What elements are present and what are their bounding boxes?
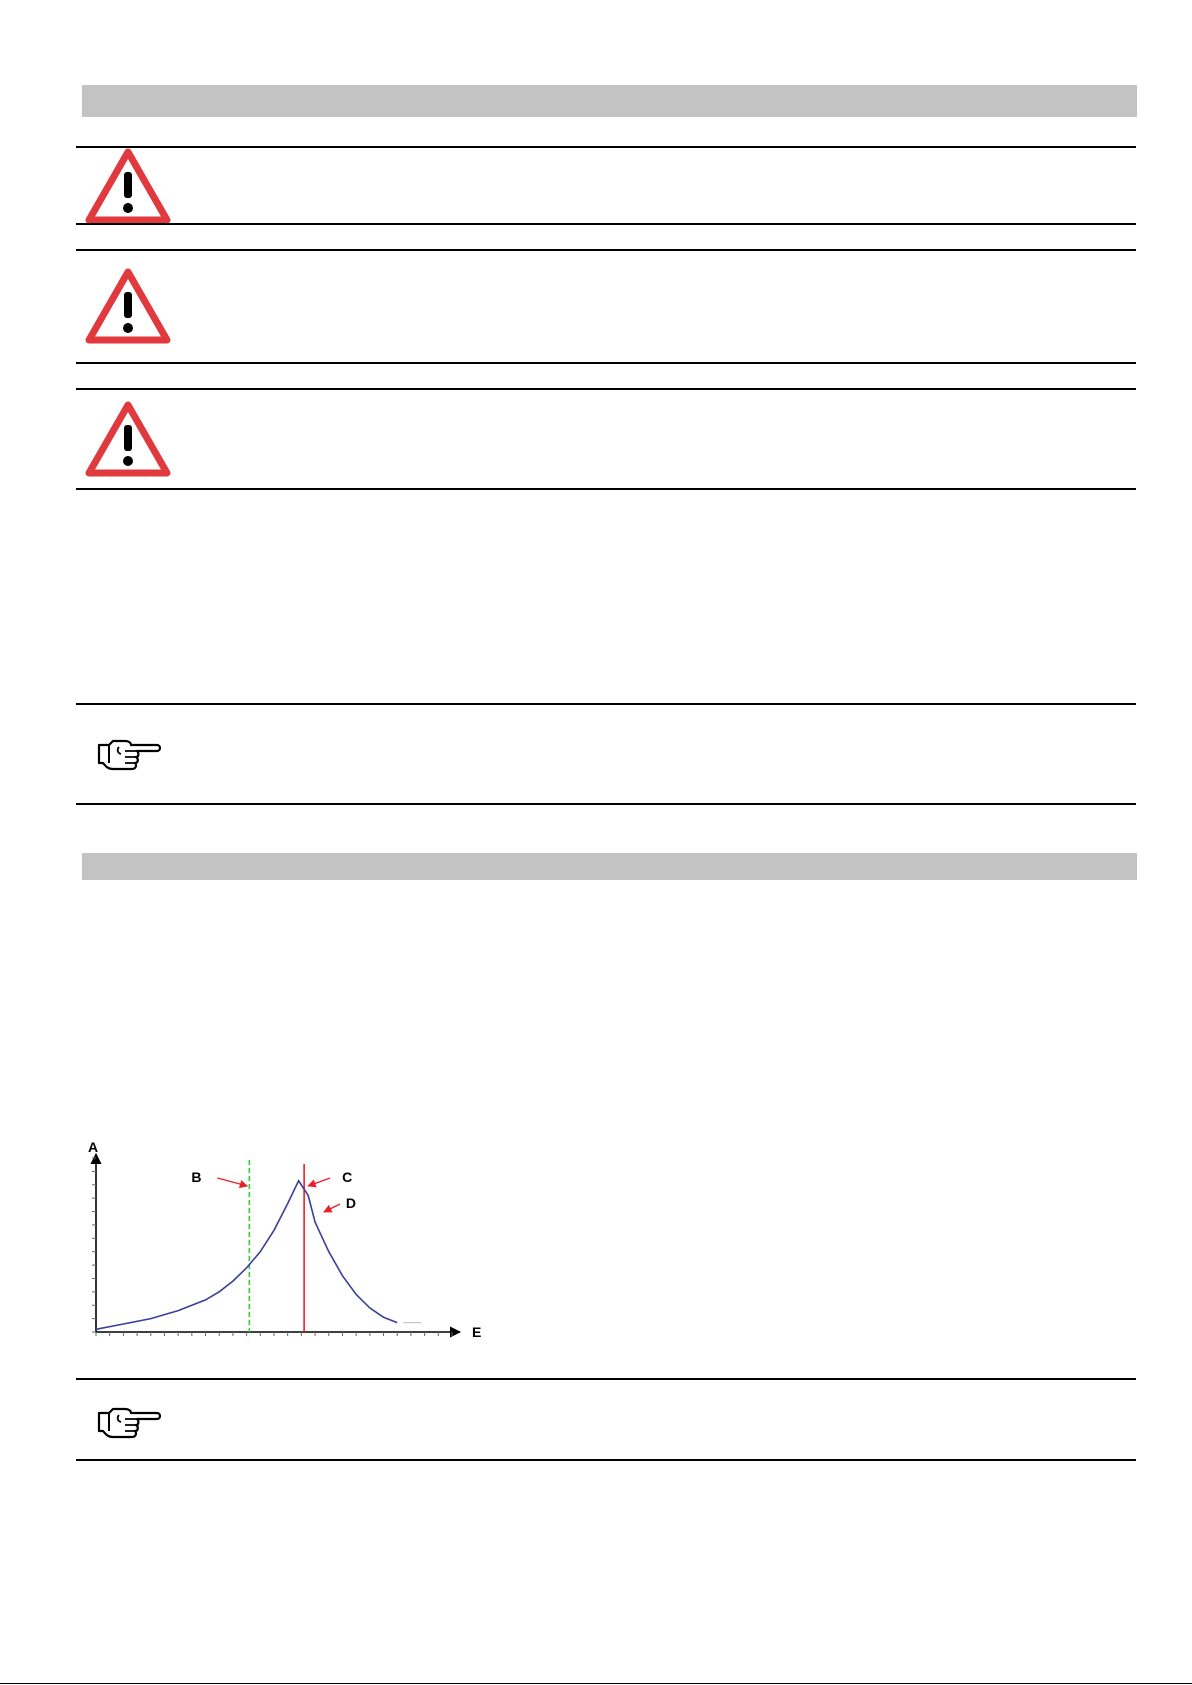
resonance-chart (82, 1140, 492, 1340)
rule-top-warning-2 (76, 249, 1136, 251)
rule-top-warning-1 (76, 146, 1136, 148)
marker-b-arrow (217, 1178, 247, 1186)
marker-d-arrow (324, 1204, 340, 1212)
chart-svg (82, 1140, 492, 1340)
rule-top-warning-3 (76, 388, 1136, 390)
rule-top-note-1 (76, 703, 1136, 705)
warning-triangle-icon (85, 268, 171, 344)
marker-d-label: D (345, 1195, 357, 1211)
rule-bottom-warning-2 (76, 362, 1136, 364)
rule-top-note-2 (76, 1378, 1136, 1380)
rule-bottom-warning-3 (76, 488, 1136, 490)
rule-bottom-note-2 (76, 1459, 1136, 1461)
page-bottom-rule (0, 1683, 1192, 1684)
pointing-hand-icon (95, 735, 163, 775)
warning-triangle-icon (85, 401, 171, 477)
rule-bottom-warning-1 (76, 223, 1136, 225)
section-heading-2 (82, 853, 1137, 880)
y-axis-label: A (88, 1140, 99, 1155)
pointing-hand-icon (95, 1403, 163, 1443)
rule-bottom-note-1 (76, 803, 1136, 805)
x-axis-label: E (472, 1324, 482, 1340)
section-heading-1 (82, 85, 1137, 117)
marker-c-arrow (308, 1178, 330, 1186)
warning-triangle-icon (85, 148, 171, 224)
marker-c-label: C (342, 1169, 353, 1185)
marker-b-label: B (191, 1169, 202, 1185)
